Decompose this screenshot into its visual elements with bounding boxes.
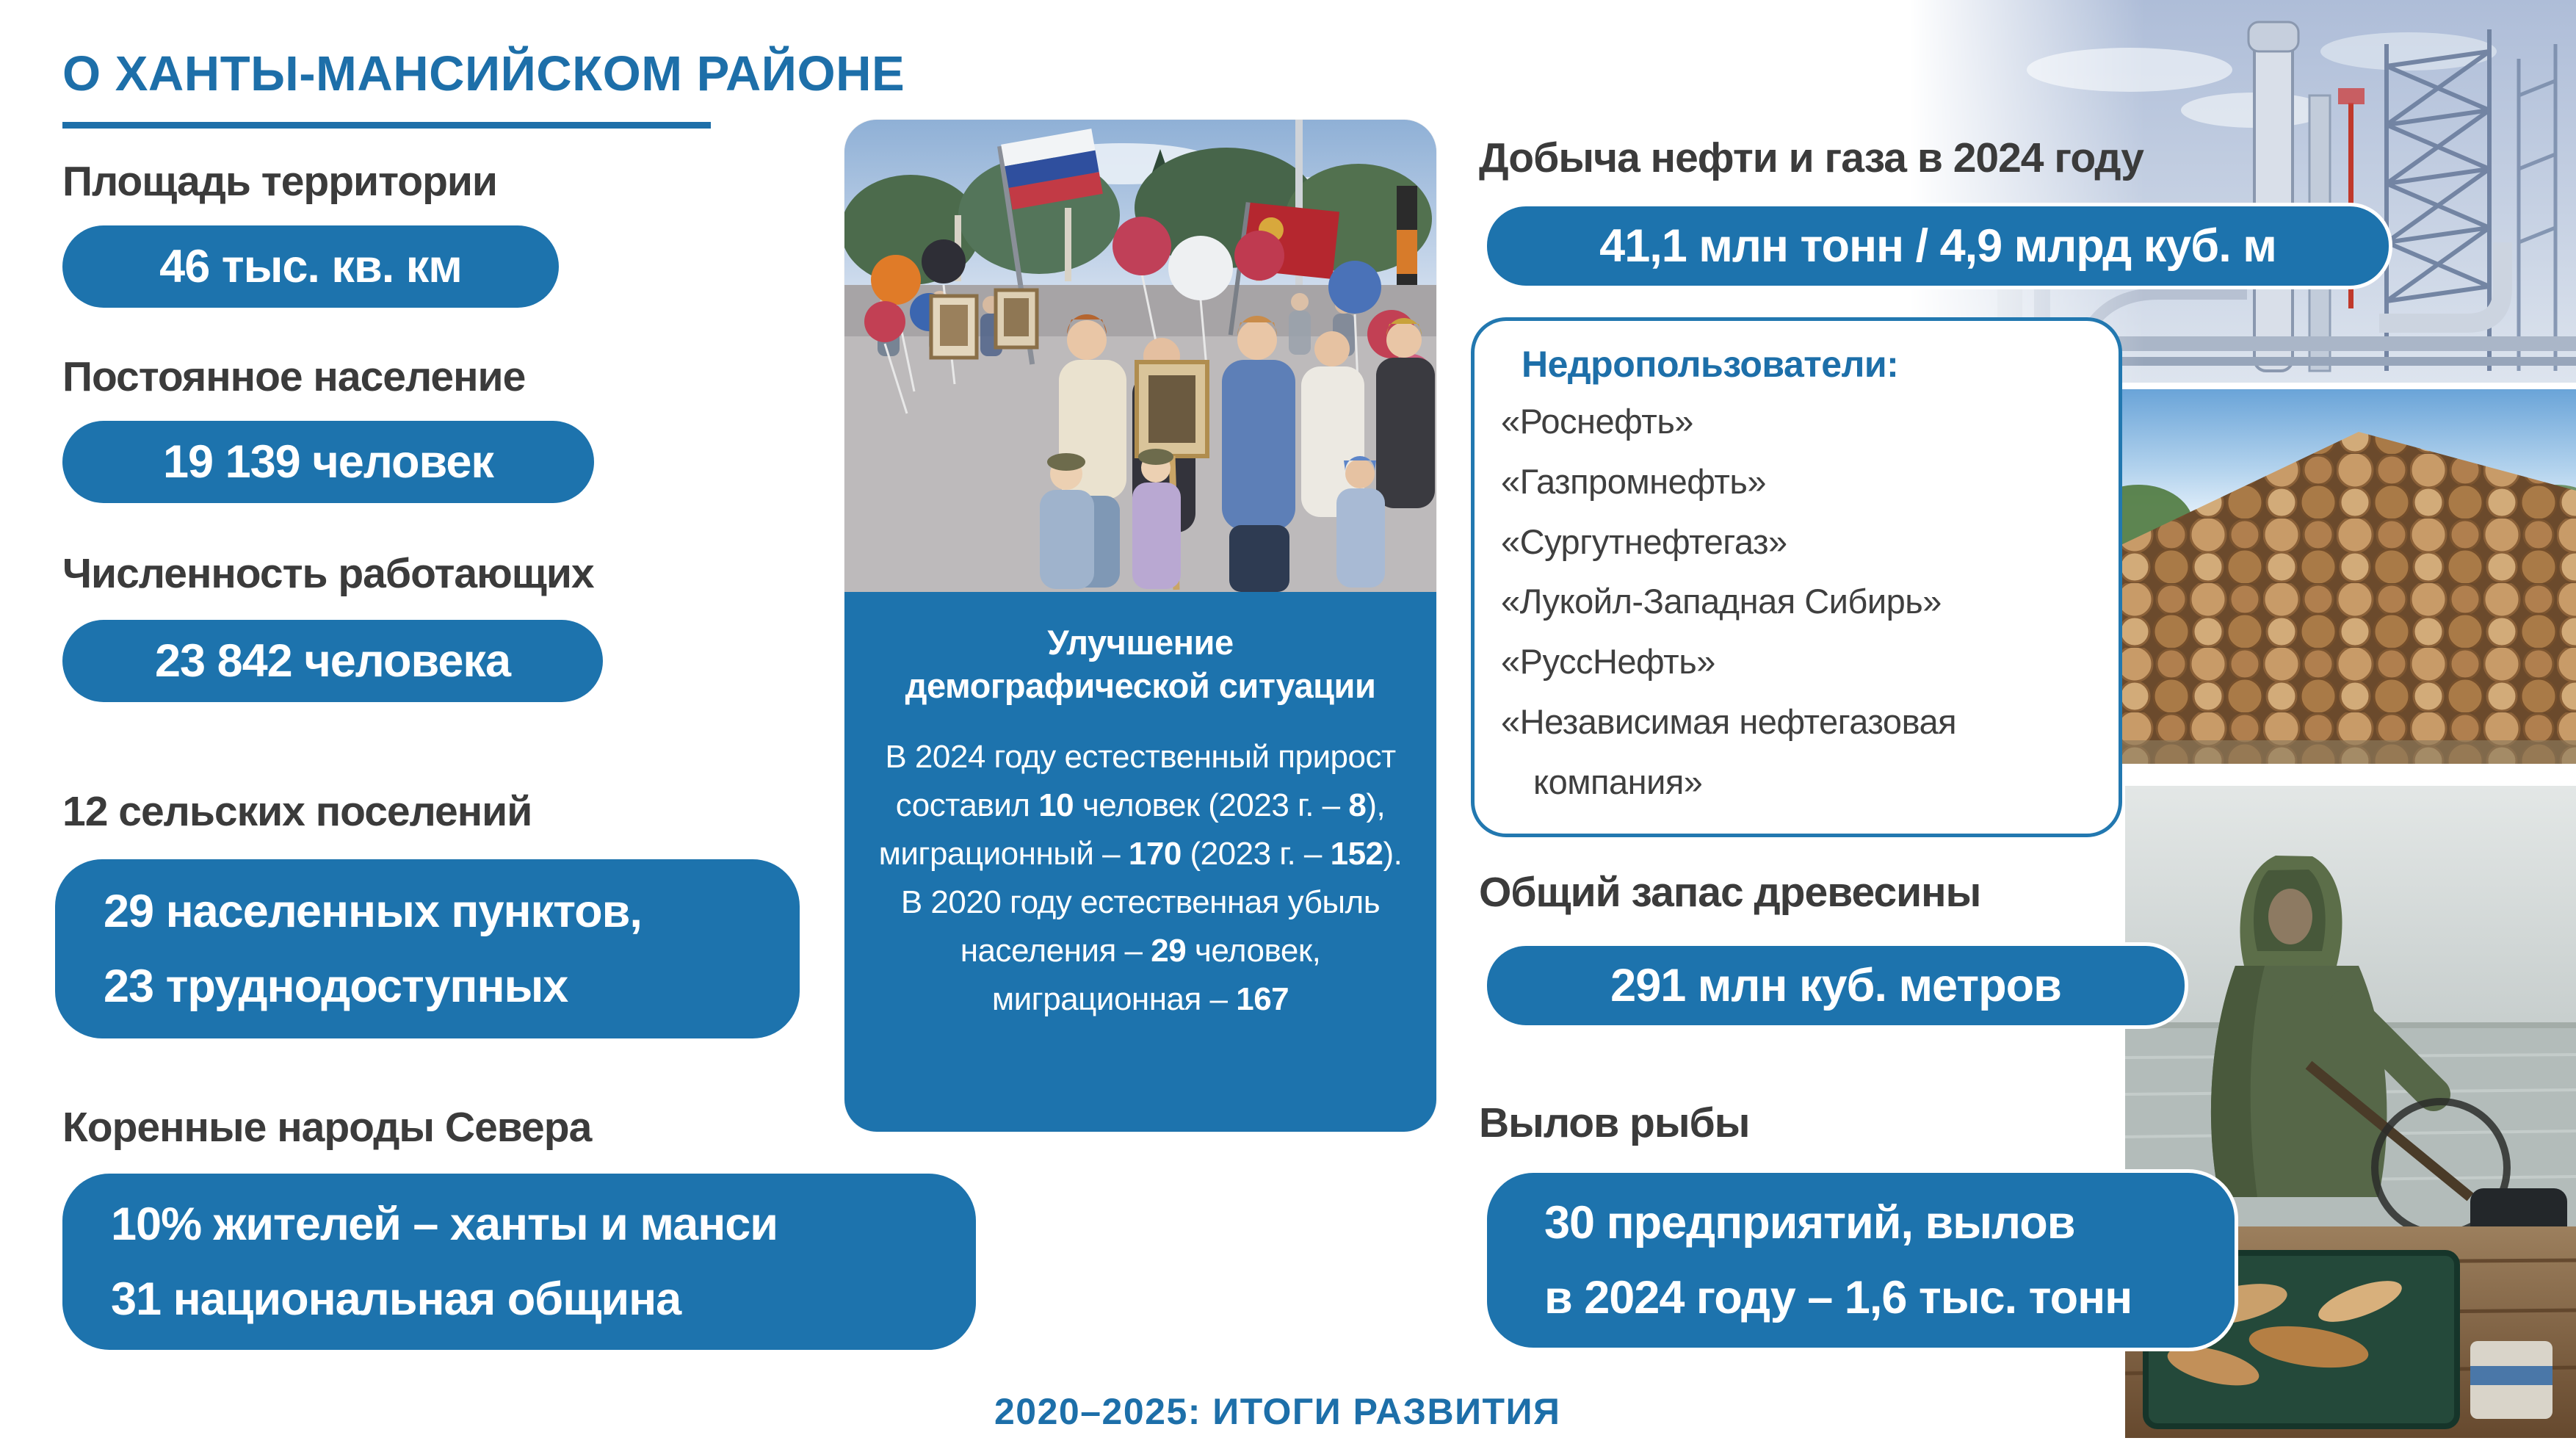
timber-label: Общий запас древесины xyxy=(1479,869,1981,916)
parade-photo xyxy=(844,120,1436,592)
oil-gas-label: Добыча нефти и газа в 2024 году xyxy=(1479,134,2143,181)
indigenous-line-2: 31 национальная община xyxy=(111,1273,681,1325)
fish-value xyxy=(1483,1169,2238,1351)
stat-label-settlements: 12 сельских поселений xyxy=(62,788,532,835)
subsoil-user-item: «РуссНефть» xyxy=(1501,642,1715,682)
settlements-line-2: 23 труднодоступных xyxy=(104,961,568,1012)
stat-value-population: 19 139 человек xyxy=(62,421,594,503)
stat-label-indigenous: Коренные народы Севера xyxy=(62,1104,592,1151)
demography-card xyxy=(844,120,1436,1132)
title-underline xyxy=(62,122,711,129)
footer-slogan: 2020–2025: ИТОГИ РАЗВИТИЯ xyxy=(994,1391,1561,1432)
fish-line-2: в 2024 году – 1,6 тыс. тонн xyxy=(1544,1272,2132,1323)
demography-text-box xyxy=(844,592,1436,1132)
demography-title: Улучшение демографической ситуации xyxy=(905,623,1376,705)
stat-label-workers: Численность работающих xyxy=(62,550,594,597)
subsoil-users-box xyxy=(1471,317,2122,837)
timber-value: 291 млн куб. метров xyxy=(1483,942,2188,1029)
indigenous-line-1: 10% жителей – ханты и манси xyxy=(111,1198,778,1250)
stat-value-area: 46 тыс. кв. км xyxy=(62,225,559,308)
demography-paragraph: В 2024 году естественный прирост составил 10 человек (2023 г. – 8), миграционный – 170 (2023 г. – 152). В 2020 году естественная убыль населения – 29 человек, миграционная – 167 xyxy=(878,738,1403,1017)
stat-label-area: Площадь территории xyxy=(62,158,497,205)
subsoil-user-item: «Лукойл-Западная Сибирь» xyxy=(1501,582,1942,621)
subsoil-user-item: «Роснефть» xyxy=(1501,402,1693,441)
page-title: О ХАНТЫ-МАНСИЙСКОМ РАЙОНЕ xyxy=(62,46,905,101)
logs-photo xyxy=(2116,389,2576,764)
fish-label: Вылов рыбы xyxy=(1479,1099,1750,1146)
stat-value-settlements xyxy=(55,859,800,1038)
settlements-line-1: 29 населенных пунктов, xyxy=(104,885,642,937)
oil-gas-value: 41,1 млн тонн / 4,9 млрд куб. м xyxy=(1483,203,2392,289)
subsoil-user-item: «Газпромнефть» xyxy=(1501,461,1767,501)
stat-label-population: Постоянное население xyxy=(62,353,526,400)
stat-value-indigenous xyxy=(62,1174,976,1350)
subsoil-user-item: «Независимая нефтегазовая компания» xyxy=(1501,701,1957,801)
stat-value-workers: 23 842 человека xyxy=(62,620,603,702)
subsoil-users-title: Недропользователи: xyxy=(1522,344,1899,385)
fish-line-1: 30 предприятий, вылов xyxy=(1544,1196,2075,1249)
subsoil-user-item: «Сургутнефтегаз» xyxy=(1501,521,1787,561)
